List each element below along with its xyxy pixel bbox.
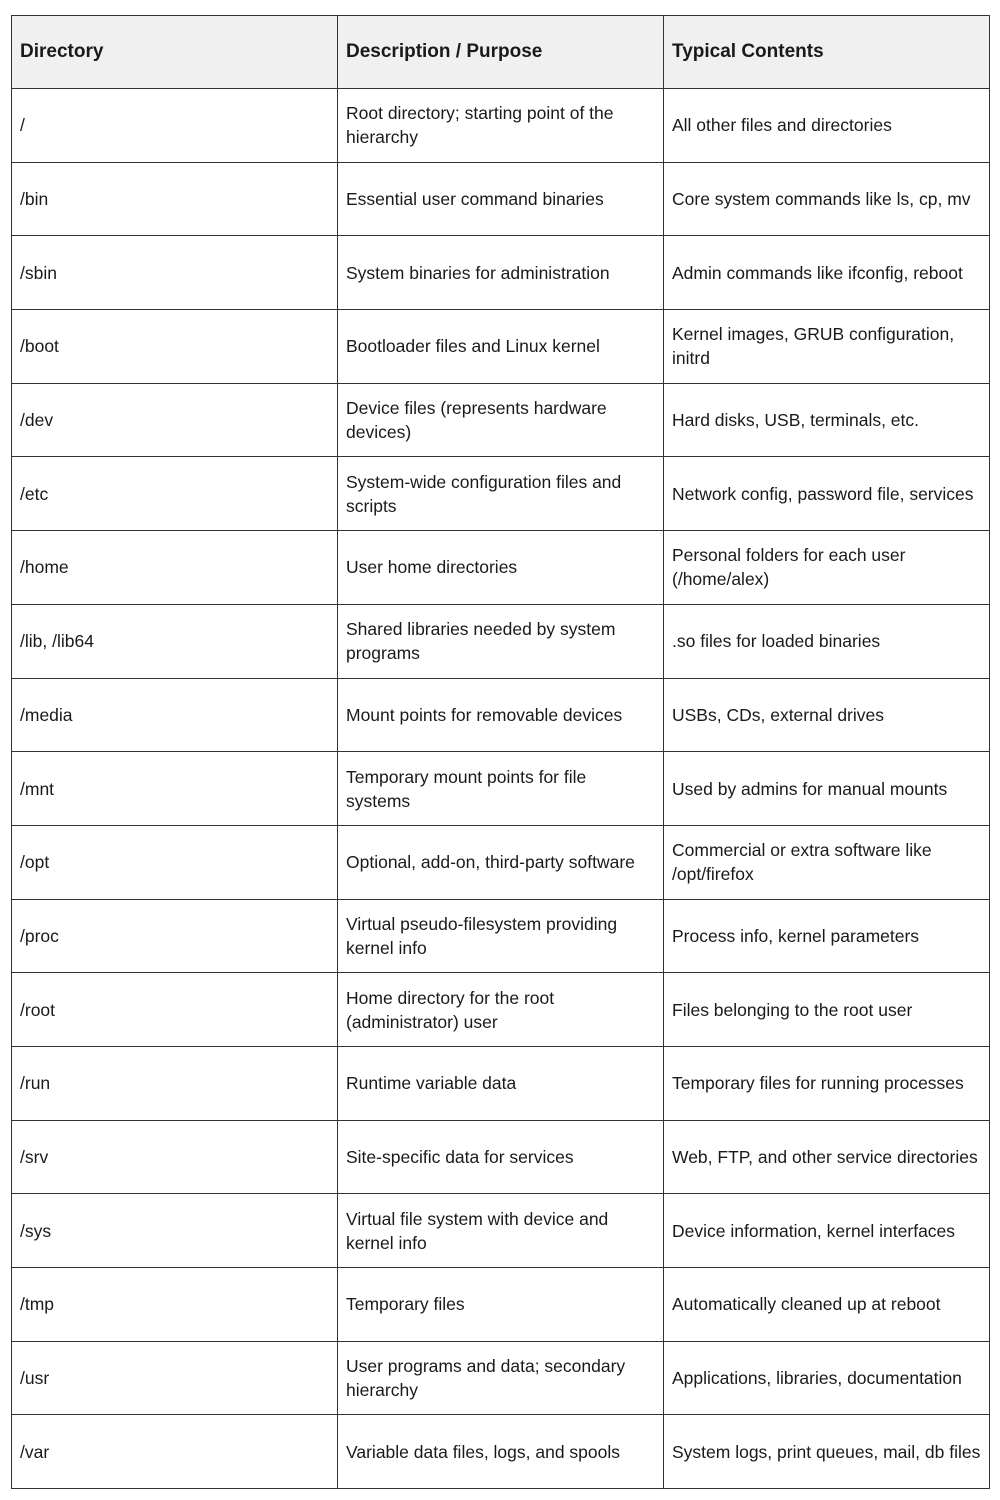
header-typical-contents: Typical Contents [664, 16, 990, 89]
table-row [12, 1268, 990, 1342]
table-row [12, 973, 990, 1047]
cell-typical-contents: .so files for loaded binaries [664, 604, 990, 678]
cell-description: Home directory for the root (administrator) user [338, 973, 664, 1047]
cell-typical-contents: Network config, password file, services [664, 457, 990, 531]
table-body [12, 89, 990, 1489]
cell-directory: /dev [12, 383, 338, 457]
cell-description: Shared libraries needed by system programs [338, 604, 664, 678]
cell-description: Variable data files, logs, and spools [338, 1415, 664, 1489]
table-row [12, 383, 990, 457]
cell-typical-contents: Process info, kernel parameters [664, 899, 990, 973]
cell-description: Essential user command binaries [338, 162, 664, 236]
cell-directory: /etc [12, 457, 338, 531]
cell-directory: /run [12, 1046, 338, 1120]
cell-description: Temporary files [338, 1268, 664, 1342]
cell-description: Site-specific data for services [338, 1120, 664, 1194]
cell-typical-contents: Web, FTP, and other service directories [664, 1120, 990, 1194]
header-directory: Directory [12, 16, 338, 89]
cell-description: System binaries for administration [338, 236, 664, 310]
table-row [12, 531, 990, 605]
cell-typical-contents: All other files and directories [664, 89, 990, 163]
table-row [12, 678, 990, 752]
cell-typical-contents: Admin commands like ifconfig, reboot [664, 236, 990, 310]
cell-directory: /opt [12, 825, 338, 899]
cell-description: User home directories [338, 531, 664, 605]
cell-typical-contents: Device information, kernel interfaces [664, 1194, 990, 1268]
table-row [12, 752, 990, 826]
cell-directory: /sbin [12, 236, 338, 310]
cell-directory: /home [12, 531, 338, 605]
cell-directory: /sys [12, 1194, 338, 1268]
cell-description: Virtual pseudo-filesystem providing kernel info [338, 899, 664, 973]
table-row [12, 1341, 990, 1415]
cell-description: Bootloader files and Linux kernel [338, 310, 664, 384]
cell-typical-contents: USBs, CDs, external drives [664, 678, 990, 752]
table-row [12, 162, 990, 236]
cell-directory: /bin [12, 162, 338, 236]
cell-typical-contents: Hard disks, USB, terminals, etc. [664, 383, 990, 457]
cell-directory: /proc [12, 899, 338, 973]
table-row [12, 604, 990, 678]
cell-typical-contents: Kernel images, GRUB configuration, initrd [664, 310, 990, 384]
cell-directory: / [12, 89, 338, 163]
cell-typical-contents: Automatically cleaned up at reboot [664, 1268, 990, 1342]
cell-typical-contents: Files belonging to the root user [664, 973, 990, 1047]
cell-typical-contents: Temporary files for running processes [664, 1046, 990, 1120]
table-row [12, 1120, 990, 1194]
cell-directory: /srv [12, 1120, 338, 1194]
table-row [12, 457, 990, 531]
table-row [12, 310, 990, 384]
cell-description: Temporary mount points for file systems [338, 752, 664, 826]
cell-directory: /lib, /lib64 [12, 604, 338, 678]
cell-typical-contents: System logs, print queues, mail, db files [664, 1415, 990, 1489]
cell-description: Root directory; starting point of the hierarchy [338, 89, 664, 163]
table-row [12, 89, 990, 163]
table-row [12, 899, 990, 973]
table-row [12, 1194, 990, 1268]
cell-typical-contents: Personal folders for each user (/home/alex) [664, 531, 990, 605]
cell-directory: /root [12, 973, 338, 1047]
cell-description: Virtual file system with device and kernel info [338, 1194, 664, 1268]
cell-description: User programs and data; secondary hierarchy [338, 1341, 664, 1415]
table-row [12, 1415, 990, 1489]
table-header-row [12, 16, 990, 89]
cell-directory: /media [12, 678, 338, 752]
cell-typical-contents: Applications, libraries, documentation [664, 1341, 990, 1415]
cell-directory: /mnt [12, 752, 338, 826]
table-row [12, 1046, 990, 1120]
cell-directory: /boot [12, 310, 338, 384]
table-row [12, 236, 990, 310]
cell-directory: /var [12, 1415, 338, 1489]
cell-description: Optional, add-on, third-party software [338, 825, 664, 899]
directory-table [11, 15, 990, 1489]
cell-description: System-wide configuration files and scripts [338, 457, 664, 531]
cell-typical-contents: Core system commands like ls, cp, mv [664, 162, 990, 236]
cell-description: Device files (represents hardware devices) [338, 383, 664, 457]
cell-typical-contents: Used by admins for manual mounts [664, 752, 990, 826]
cell-description: Mount points for removable devices [338, 678, 664, 752]
cell-directory: /tmp [12, 1268, 338, 1342]
cell-description: Runtime variable data [338, 1046, 664, 1120]
header-description: Description / Purpose [338, 16, 664, 89]
cell-directory: /usr [12, 1341, 338, 1415]
table-row [12, 825, 990, 899]
cell-typical-contents: Commercial or extra software like /opt/firefox [664, 825, 990, 899]
